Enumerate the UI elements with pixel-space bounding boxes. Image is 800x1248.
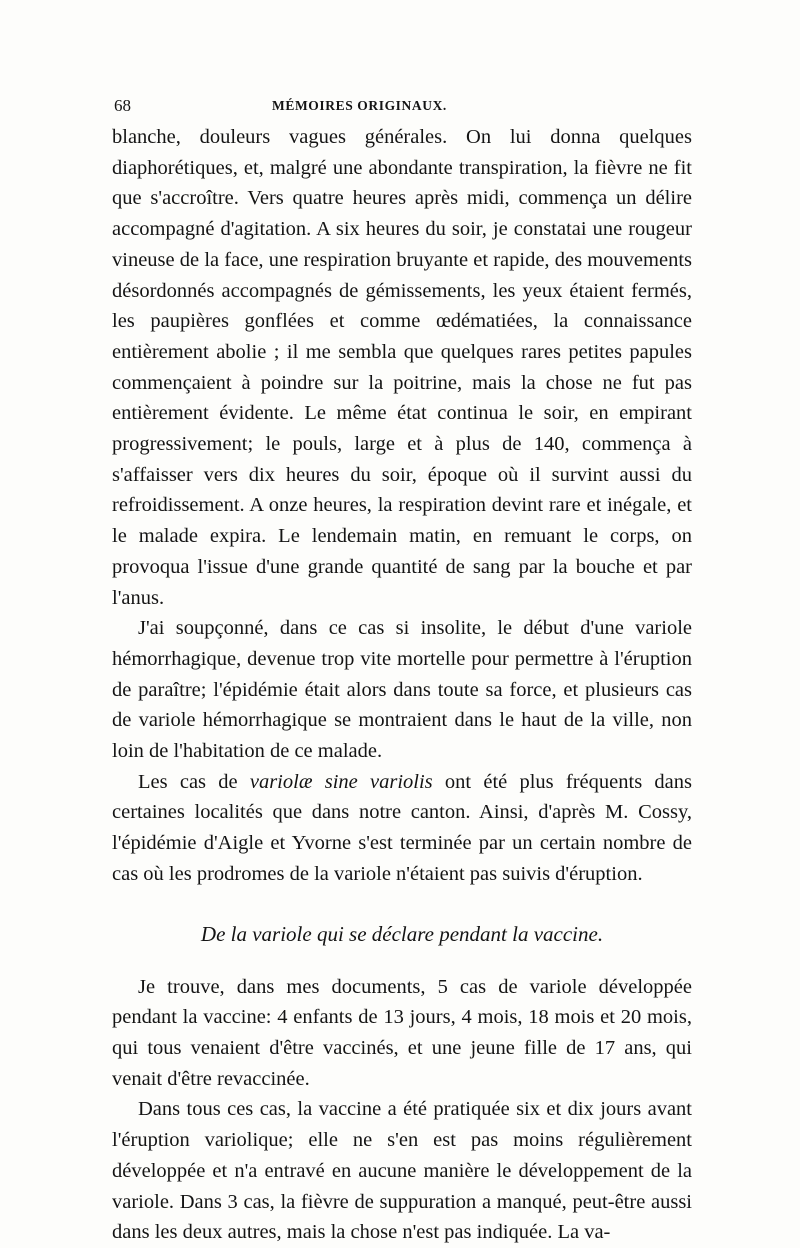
- section-heading: De la variole qui se déclare pendant la vaccine.: [200, 921, 604, 946]
- paragraph-3: [112, 767, 692, 890]
- paragraph-3-lead: Les cas de: [138, 770, 250, 793]
- page-number: 68: [114, 96, 131, 115]
- page-header: [112, 92, 692, 122]
- book-page: [112, 92, 692, 1248]
- latin-term: variolæ sine variolis: [249, 770, 433, 793]
- paragraph-2: J'ai soupçonné, dans ce cas si insolite, le début d'une variole hémorrhagique, devenue trop vite mortelle pour permettre à l'éruption de paraître; l'épidémie était alors dans toute sa force, et plusieurs cas de variole hémorrhagique se montraient dans le haut de la ville, non loin de l'habitation de ce malade.: [112, 617, 692, 763]
- paragraph-4: Je trouve, dans mes documents, 5 cas de variole développée pendant la vaccine: 4 enfants de 13 jours, 4 mois, 18 mois et 20 mois, qui tous venaient d'être vaccinés, et une jeune fille de 17 ans, qui venait d'être revaccinée.: [112, 975, 692, 1090]
- paragraph-3-rest: ont été plus fréquents dans certaines localités que dans notre canton. Ainsi, d'après M. Cossy, l'épidémie d'Aigle et Yvorne s'est terminée par un certain nombre de cas où les prodromes de la variole n'étaient pas suivis d'éruption.: [112, 770, 692, 885]
- paragraph-1: blanche, douleurs vagues générales. On lui donna quelques diaphorétiques, et, malgré une abondante transpiration, la fièvre ne fit que s'accroître. Vers quatre heures après midi, commença un délire accompagné d'agitation. A six heures du soir, je constatai une rougeur vineuse de la face, une respiration bruyante et rapide, des mouvements désordonnés accompagnés de gémissements, les yeux étaient fermés, les paupières gonflées et comme œdématiées, la connaissance entièrement abolie ; il me sembla que quelques rares petites papules commençaient à poindre sur la poitrine, mais la chose ne fut pas entièrement évidente. Le même état continua le soir, en empirant progressivement; le pouls, large et à plus de 140, commença à s'affaisser vers dix heures du soir, époque où il survint aussi du refroidissement. A onze heures, la respiration devint rare et inégale, et le malade expira. Le lendemain matin, en remuant le corps, on provoqua l'issue d'une grande quantité de sang par la bouche et par l'anus.: [112, 126, 692, 609]
- paragraph-5: Dans tous ces cas, la vaccine a été pratiquée six et dix jours avant l'éruption variolique; elle ne s'en est pas moins régulièrement développée et n'a entravé en aucune manière le développement de la variole. Dans 3 cas, la fièvre de suppuration a manqué, peut-être aussi dans les deux autres, mais la chose n'est pas indiquée. La va-: [112, 1098, 692, 1244]
- running-head: MÉMOIRES ORIGINAUX.: [272, 98, 447, 113]
